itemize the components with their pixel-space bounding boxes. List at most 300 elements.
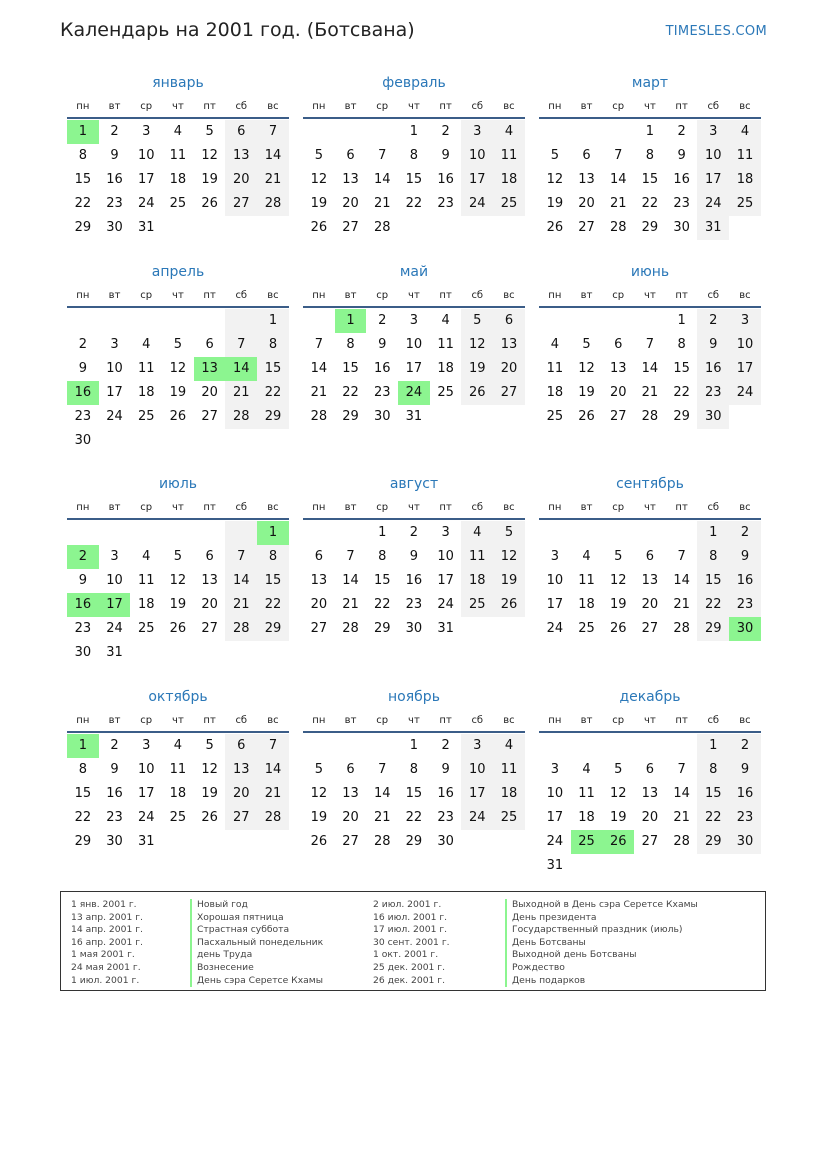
- month-8: [303, 472, 525, 641]
- day-cell: 29: [697, 617, 729, 641]
- day-cell: 14: [373, 786, 391, 801]
- weekday-label: чт: [644, 714, 656, 726]
- day-cell: 26: [310, 220, 328, 235]
- day-cell: 16: [673, 172, 690, 187]
- day-cell: 22: [373, 597, 391, 612]
- day-cell: 20: [342, 810, 359, 825]
- day-cell: 1: [697, 521, 729, 545]
- day-cell: 3: [729, 309, 761, 333]
- day-cell: 1: [378, 525, 387, 540]
- day-cell: 3: [550, 762, 559, 777]
- weekday-label: вс: [267, 714, 279, 726]
- day-cell: 23: [106, 810, 123, 825]
- day-cell: 17: [106, 385, 123, 400]
- weekday-label: пт: [203, 289, 216, 301]
- day-cell: 6: [225, 120, 257, 144]
- weekday-label: чт: [172, 289, 184, 301]
- day-cell: 8: [645, 148, 655, 163]
- day-cell: 16: [697, 357, 729, 381]
- weekday-label: сб: [235, 289, 248, 301]
- day-cell: 11: [169, 762, 187, 777]
- day-cell: 17: [137, 786, 155, 801]
- day-cell: 3: [697, 120, 729, 144]
- day-cell: 12: [609, 786, 627, 801]
- day-cell: 23: [697, 381, 729, 405]
- day-cell: 8: [78, 762, 87, 777]
- day-cell: 10: [461, 144, 493, 168]
- month-name: февраль: [382, 75, 446, 91]
- day-cell: 16: [373, 361, 391, 376]
- day-cell: 5: [173, 549, 183, 564]
- day-grid: [67, 521, 289, 665]
- weekday-header: [303, 709, 525, 733]
- legend-holiday-name: день Труда: [190, 949, 323, 962]
- day-cell: 23: [729, 593, 761, 617]
- day-cell: 2: [729, 521, 761, 545]
- day-cell: 6: [225, 734, 257, 758]
- day-cell: 21: [310, 385, 328, 400]
- legend-holiday-name: Выходной день Ботсваны: [505, 949, 698, 962]
- empty-cell: [335, 120, 367, 144]
- day-cell: 28: [609, 220, 627, 235]
- day-cell: 15: [405, 172, 423, 187]
- day-cell: 22: [257, 381, 289, 405]
- empty-cell: [194, 521, 226, 545]
- day-cell: 4: [493, 120, 525, 144]
- legend-holiday-name: Новый год: [190, 899, 323, 912]
- day-cell: 29: [74, 220, 92, 235]
- day-cell: 6: [346, 148, 355, 163]
- month-name: август: [389, 476, 439, 492]
- weekday-label: пн: [548, 501, 562, 513]
- day-cell: 30: [106, 220, 123, 235]
- day-cell: 15: [373, 573, 391, 588]
- day-cell: 29: [673, 409, 690, 424]
- brand-link[interactable]: TIMESLES.COM: [665, 24, 767, 39]
- day-cell: 7: [225, 333, 257, 357]
- day-cell: 30: [74, 645, 92, 660]
- empty-cell: [539, 521, 571, 545]
- weekday-label: ср: [140, 100, 153, 112]
- day-grid: [67, 120, 289, 240]
- day-cell: 3: [142, 124, 151, 139]
- day-cell: 5: [461, 309, 493, 333]
- holiday-day: 1: [67, 734, 99, 758]
- day-cell: 4: [173, 124, 183, 139]
- weekday-label: чт: [644, 289, 656, 301]
- weekday-label: вс: [739, 714, 751, 726]
- day-cell: 31: [546, 858, 564, 873]
- day-cell: 30: [673, 220, 690, 235]
- day-cell: 30: [106, 834, 123, 849]
- day-cell: 9: [697, 333, 729, 357]
- day-cell: 2: [697, 309, 729, 333]
- weekday-label: сб: [235, 100, 248, 112]
- weekday-label: пн: [312, 714, 326, 726]
- day-cell: 13: [201, 573, 218, 588]
- day-cell: 29: [697, 830, 729, 854]
- weekday-label: вс: [267, 100, 279, 112]
- day-cell: 27: [310, 621, 328, 636]
- empty-cell: [602, 309, 634, 333]
- day-cell: 6: [346, 762, 355, 777]
- day-cell: 1: [677, 313, 686, 328]
- day-cell: 22: [405, 810, 423, 825]
- day-cell: 25: [578, 621, 595, 636]
- weekday-label: вт: [108, 100, 121, 112]
- weekday-label: вт: [344, 714, 357, 726]
- day-cell: 15: [641, 172, 659, 187]
- empty-cell: [602, 734, 634, 758]
- day-cell: 2: [441, 124, 450, 139]
- day-cell: 3: [461, 120, 493, 144]
- day-cell: 30: [405, 621, 423, 636]
- day-cell: 24: [546, 621, 564, 636]
- day-cell: 17: [405, 361, 423, 376]
- legend-dates-left: [71, 899, 143, 987]
- weekday-label: ср: [612, 100, 625, 112]
- weekday-label: вт: [108, 714, 121, 726]
- day-cell: 22: [673, 385, 690, 400]
- empty-cell: [130, 309, 162, 333]
- weekday-header: [303, 284, 525, 308]
- empty-cell: [571, 120, 603, 144]
- weekday-label: пт: [675, 501, 688, 513]
- day-cell: 10: [461, 758, 493, 782]
- day-cell: 11: [493, 758, 525, 782]
- day-cell: 18: [578, 597, 595, 612]
- weekday-label: ср: [140, 501, 153, 513]
- day-cell: 12: [609, 573, 627, 588]
- day-cell: 29: [373, 621, 391, 636]
- weekday-label: пн: [76, 714, 90, 726]
- day-cell: 4: [729, 120, 761, 144]
- day-cell: 3: [110, 337, 119, 352]
- day-cell: 7: [378, 148, 387, 163]
- day-cell: 20: [225, 168, 257, 192]
- day-cell: 16: [729, 569, 761, 593]
- day-cell: 17: [546, 810, 564, 825]
- day-cell: 29: [74, 834, 92, 849]
- day-cell: 7: [225, 545, 257, 569]
- day-cell: 19: [546, 196, 564, 211]
- weekday-label: вс: [503, 100, 515, 112]
- day-cell: 25: [137, 409, 155, 424]
- weekday-label: пн: [548, 289, 562, 301]
- day-cell: 29: [257, 617, 289, 641]
- weekday-label: ср: [140, 289, 153, 301]
- weekday-label: пт: [203, 100, 216, 112]
- weekday-label: пт: [439, 289, 452, 301]
- day-cell: 24: [137, 196, 155, 211]
- day-cell: 22: [74, 810, 92, 825]
- weekday-label: чт: [408, 714, 420, 726]
- day-cell: 27: [493, 381, 525, 405]
- day-cell: 20: [641, 597, 659, 612]
- empty-cell: [366, 120, 398, 144]
- day-cell: 18: [546, 385, 564, 400]
- day-grid: [539, 120, 761, 240]
- day-cell: 6: [645, 762, 655, 777]
- day-cell: 9: [78, 573, 87, 588]
- day-cell: 31: [106, 645, 123, 660]
- day-cell: 19: [578, 385, 595, 400]
- day-cell: 19: [609, 597, 627, 612]
- weekday-label: сб: [471, 289, 484, 301]
- weekday-label: сб: [471, 501, 484, 513]
- day-cell: 31: [405, 409, 423, 424]
- weekday-label: вт: [344, 100, 357, 112]
- day-cell: 28: [257, 192, 289, 216]
- day-cell: 9: [441, 762, 450, 777]
- day-cell: 23: [106, 196, 123, 211]
- legend-date: 30 сент. 2001 г.: [373, 936, 450, 948]
- day-cell: 24: [729, 381, 761, 405]
- day-cell: 4: [550, 337, 559, 352]
- day-cell: 5: [205, 738, 214, 753]
- day-cell: 15: [673, 361, 690, 376]
- weekday-label: пт: [675, 100, 688, 112]
- page-title: Календарь на 2001 год. (Ботсвана): [60, 19, 415, 41]
- month-name: март: [631, 75, 669, 91]
- weekday-label: вс: [503, 501, 515, 513]
- day-cell: 25: [137, 621, 155, 636]
- day-cell: 28: [641, 409, 659, 424]
- weekday-label: вт: [108, 289, 121, 301]
- month-name: апрель: [151, 264, 205, 280]
- day-cell: 28: [373, 220, 391, 235]
- day-cell: 15: [342, 361, 359, 376]
- day-cell: 3: [110, 549, 119, 564]
- weekday-label: вс: [267, 501, 279, 513]
- day-cell: 28: [673, 621, 690, 636]
- day-cell: 15: [697, 569, 729, 593]
- day-cell: 4: [493, 734, 525, 758]
- day-cell: 13: [225, 144, 257, 168]
- day-cell: 24: [437, 597, 454, 612]
- day-cell: 24: [461, 192, 493, 216]
- day-cell: 18: [437, 361, 454, 376]
- day-cell: 27: [342, 220, 359, 235]
- day-grid: [303, 521, 525, 641]
- empty-cell: [539, 734, 571, 758]
- holiday-day: 16: [67, 593, 99, 617]
- weekday-label: пт: [675, 714, 688, 726]
- empty-cell: [634, 521, 666, 545]
- day-cell: 20: [225, 782, 257, 806]
- empty-cell: [130, 521, 162, 545]
- day-cell: 26: [546, 220, 564, 235]
- month-12: [539, 685, 761, 878]
- month-5: [303, 260, 525, 429]
- day-cell: 8: [697, 545, 729, 569]
- day-grid: [303, 309, 525, 429]
- weekday-header: [67, 709, 289, 733]
- empty-cell: [539, 309, 571, 333]
- legend-date: 17 июл. 2001 г.: [373, 924, 448, 936]
- day-cell: 10: [137, 762, 155, 777]
- weekday-label: пн: [312, 501, 326, 513]
- empty-cell: [194, 309, 226, 333]
- weekday-label: пт: [439, 501, 452, 513]
- day-cell: 28: [373, 834, 391, 849]
- day-cell: 30: [373, 409, 391, 424]
- day-cell: 13: [342, 786, 359, 801]
- day-cell: 1: [409, 738, 419, 753]
- day-cell: 21: [257, 782, 289, 806]
- empty-cell: [99, 309, 131, 333]
- empty-cell: [162, 309, 194, 333]
- day-cell: 2: [110, 738, 119, 753]
- day-cell: 19: [310, 810, 328, 825]
- day-cell: 25: [169, 196, 187, 211]
- month-10: [67, 685, 289, 854]
- month-name: октябрь: [148, 689, 208, 705]
- day-cell: 2: [378, 313, 387, 328]
- day-cell: 15: [257, 357, 289, 381]
- weekday-label: чт: [172, 501, 184, 513]
- day-cell: 19: [169, 597, 187, 612]
- day-cell: 17: [461, 782, 493, 806]
- legend-date: 1 мая 2001 г.: [71, 949, 135, 961]
- weekday-label: пн: [312, 289, 326, 301]
- empty-cell: [99, 521, 131, 545]
- day-cell: 3: [441, 525, 450, 540]
- day-cell: 5: [173, 337, 183, 352]
- day-cell: 22: [697, 593, 729, 617]
- weekday-label: пт: [675, 289, 688, 301]
- weekday-label: ср: [376, 289, 389, 301]
- day-cell: 21: [225, 381, 257, 405]
- weekday-label: пн: [76, 289, 90, 301]
- empty-cell: [602, 521, 634, 545]
- day-cell: 10: [546, 786, 564, 801]
- day-cell: 5: [614, 762, 623, 777]
- legend-holiday-name: Вознесение: [190, 962, 323, 975]
- day-cell: 12: [310, 786, 328, 801]
- day-cell: 19: [169, 385, 187, 400]
- day-cell: 18: [137, 385, 155, 400]
- day-cell: 21: [641, 385, 659, 400]
- weekday-label: пт: [439, 100, 452, 112]
- day-cell: 10: [697, 144, 729, 168]
- day-cell: 6: [205, 549, 214, 564]
- day-cell: 26: [609, 621, 627, 636]
- day-cell: 6: [205, 337, 214, 352]
- day-cell: 13: [342, 172, 359, 187]
- legend-date: 1 янв. 2001 г.: [71, 899, 137, 910]
- day-cell: 12: [201, 148, 218, 163]
- day-cell: 14: [641, 361, 659, 376]
- weekday-label: пн: [548, 100, 562, 112]
- month-11: [303, 685, 525, 854]
- month-6: [539, 260, 761, 429]
- legend-date: 2 июл. 2001 г.: [373, 899, 442, 910]
- month-name: январь: [152, 75, 204, 91]
- legend-date: 1 окт. 2001 г.: [373, 949, 439, 961]
- weekday-label: вс: [739, 100, 751, 112]
- day-cell: 17: [697, 168, 729, 192]
- day-grid: [303, 120, 525, 240]
- weekday-header: [67, 284, 289, 308]
- weekday-label: пн: [76, 501, 90, 513]
- month-3: [539, 71, 761, 240]
- day-cell: 9: [110, 148, 119, 163]
- day-cell: 29: [257, 405, 289, 429]
- month-name: май: [399, 264, 429, 280]
- weekday-label: вт: [580, 714, 593, 726]
- month-9: [539, 472, 761, 641]
- weekday-label: чт: [644, 100, 656, 112]
- weekday-label: ср: [612, 501, 625, 513]
- day-cell: 18: [137, 597, 155, 612]
- day-cell: 22: [697, 806, 729, 830]
- holiday-day: 14: [225, 357, 257, 381]
- day-cell: 1: [257, 309, 289, 333]
- day-cell: 19: [461, 357, 493, 381]
- day-cell: 21: [373, 810, 391, 825]
- day-cell: 24: [106, 409, 123, 424]
- day-cell: 31: [437, 621, 454, 636]
- weekday-label: вс: [503, 714, 515, 726]
- day-cell: 6: [493, 309, 525, 333]
- empty-cell: [303, 521, 335, 545]
- weekday-header: [539, 284, 761, 308]
- day-cell: 18: [169, 172, 187, 187]
- day-cell: 21: [609, 196, 627, 211]
- day-cell: 11: [578, 786, 595, 801]
- day-cell: 13: [225, 758, 257, 782]
- legend-names-left: [190, 899, 323, 987]
- day-cell: 7: [614, 148, 623, 163]
- legend-holiday-name: Рождество: [505, 962, 698, 975]
- day-cell: 20: [310, 597, 328, 612]
- day-cell: 1: [645, 124, 655, 139]
- day-cell: 17: [137, 172, 155, 187]
- month-7: [67, 472, 289, 665]
- day-cell: 20: [201, 385, 218, 400]
- empty-cell: [67, 521, 99, 545]
- day-cell: 23: [74, 621, 92, 636]
- day-cell: 15: [74, 786, 92, 801]
- empty-cell: [571, 734, 603, 758]
- weekday-label: чт: [408, 100, 420, 112]
- day-cell: 1: [409, 124, 419, 139]
- day-cell: 1: [697, 734, 729, 758]
- day-cell: 4: [582, 762, 591, 777]
- month-name: ноябрь: [388, 689, 440, 705]
- day-cell: 24: [546, 834, 564, 849]
- day-cell: 10: [106, 573, 123, 588]
- weekday-header: [303, 95, 525, 119]
- day-cell: 23: [405, 597, 423, 612]
- day-cell: 26: [169, 621, 187, 636]
- day-cell: 13: [578, 172, 595, 187]
- month-1: [67, 71, 289, 240]
- day-cell: 2: [441, 738, 450, 753]
- day-cell: 2: [677, 124, 686, 139]
- day-cell: 26: [578, 409, 595, 424]
- day-cell: 13: [641, 786, 659, 801]
- day-cell: 18: [493, 782, 525, 806]
- day-cell: 4: [461, 521, 493, 545]
- day-cell: 31: [137, 220, 155, 235]
- day-cell: 13: [310, 573, 328, 588]
- empty-cell: [539, 120, 571, 144]
- day-cell: 8: [257, 545, 289, 569]
- weekday-label: сб: [471, 714, 484, 726]
- day-cell: 27: [641, 621, 659, 636]
